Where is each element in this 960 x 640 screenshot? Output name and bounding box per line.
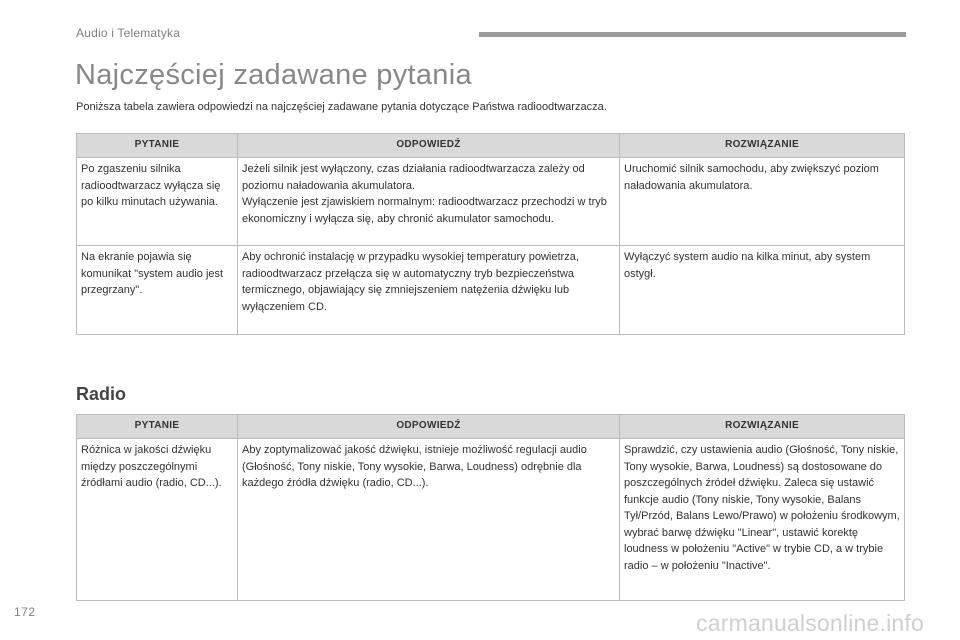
answer-cell: Aby zoptymalizować jakość dźwięku, istnieje możliwość regulacji audio (Głośność, Tony niskie, Tony wysokie, Barwa, Loudness) odrębnie dla każdego źródła dźwięku (radio, CD...). (238, 439, 620, 601)
page-title: Najczęściej zadawane pytania (75, 59, 472, 91)
faq-table-general (76, 133, 905, 335)
question-cell: Różnica w jakości dźwięku między poszczególnymi źródłami audio (radio, CD...). (77, 439, 238, 601)
question-cell: Na ekranie pojawia się komunikat "system audio jest przegrzany". (77, 246, 238, 335)
table-row (77, 246, 905, 335)
table-row (77, 158, 905, 246)
column-header-solution: ROZWIĄZANIE (620, 415, 905, 439)
table-row (77, 439, 905, 601)
watermark: carmanualsonline.info (696, 610, 924, 636)
column-header-solution: ROZWIĄZANIE (620, 134, 905, 158)
solution-cell: Uruchomić silnik samochodu, aby zwiększyć poziom naładowania akumulatora. (620, 158, 905, 246)
intro-text: Poniższa tabela zawiera odpowiedzi na najczęściej zadawane pytania dotyczące Państwa radioodtwarzacza. (76, 101, 607, 113)
section-heading-radio: Radio (76, 384, 127, 404)
faq-table-radio (76, 414, 905, 601)
answer-cell: Jeżeli silnik jest wyłączony, czas działania radioodtwarzacza zależy od poziomu naładowania akumulatora. Wyłączenie jest zjawiskiem normalnym: radioodtwarzacz przechodzi w tryb ekonomiczny i wyłącza się, aby chronić akumulator samochodu. (238, 158, 620, 246)
running-header: Audio i Telematyka (76, 26, 181, 40)
answer-cell: Aby ochronić instalację w przypadku wysokiej temperatury powietrza, radioodtwarzacz przełącza się w automatyczny tryb bezpieczeństwa termicznego, objawiający się zmniejszeniem natężenia dźwięku lub wyłączeniem CD. (238, 246, 620, 335)
table-header-row (77, 415, 905, 439)
page-number: 172 (14, 605, 36, 619)
header-rule (479, 32, 906, 37)
solution-cell: Wyłączyć system audio na kilka minut, aby system ostygł. (620, 246, 905, 335)
question-cell: Po zgaszeniu silnika radioodtwarzacz wyłącza się po kilku minutach używania. (77, 158, 238, 246)
column-header-answer: ODPOWIEDŹ (238, 134, 620, 158)
solution-cell: Sprawdzić, czy ustawienia audio (Głośność, Tony niskie, Tony wysokie, Barwa, Loudness) są dostosowane do poszczególnych źródeł dźwięku. Zaleca się ustawić funkcje audio (Tony niskie, Tony wysokie, Balans Tył/Przód, Balans Lewo/Prawo) w położeniu środkowym, wybrać barwę dźwięku "Linear", ustawić korektę loudness w położeniu "Active" w trybie CD, a w trybie radio – w położeniu "Inactive". (620, 439, 905, 601)
column-header-question: PYTANIE (77, 415, 238, 439)
table-header-row (77, 134, 905, 158)
column-header-question: PYTANIE (77, 134, 238, 158)
column-header-answer: ODPOWIEDŹ (238, 415, 620, 439)
